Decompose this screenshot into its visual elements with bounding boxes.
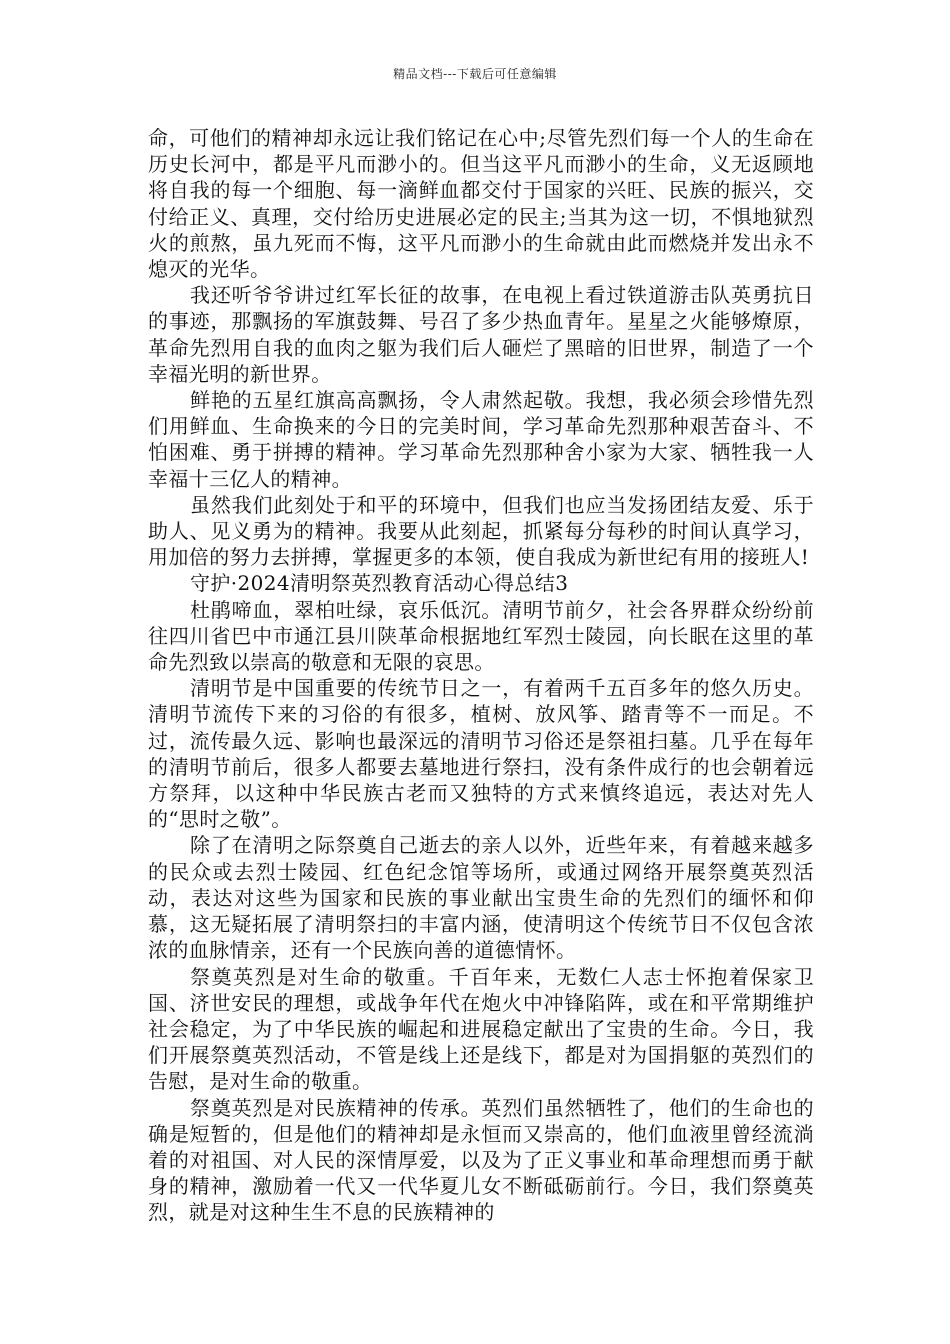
paragraph: 我还听爷爷讲过红军长征的故事，在电视上看过铁道游击队英勇抗日的事迹，那飘扬的军旗鼓舞、号召了多少热血青年。星星之火能够燎原，革命先烈用自我的血肉之躯为我们后人砸烂了黑暗的旧世界，制造了一个幸福光明的新世界。 [148,283,814,386]
paragraph: 除了在清明之际祭奠自己逝去的亲人以外，近些年来，有着越来越多的民众或去烈士陵园、红色纪念馆等场所，或通过网络开展祭奠英烈活动，表达对这些为国家和民族的事业献出宝贵生命的先烈们的缅怀和仰慕，这无疑拓展了清明祭扫的丰富内涵，使清明这个传统节日不仅包含浓浓的血脉情亲，还有一个民族向善的道德情怀。 [148,833,814,963]
paragraph: 祭奠英烈是对生命的敬重。千百年来，无数仁人志士怀抱着保家卫国、济世安民的理想，或战争年代在炮火中冲锋陷阵，或在和平常期维护社会稳定，为了中华民族的崛起和进展稳定献出了宝贵的生命。今日，我们开展祭奠英烈活动，不管是线上还是线下，都是对为国捐躯的英烈们的告慰，是对生命的敬重。 [148,964,814,1094]
paragraph: 杜鹃啼血，翠柏吐绿，哀乐低沉。清明节前夕，社会各界群众纷纷前往四川省巴中市通江县川陕革命根据地红军烈士陵园，向长眠在这里的革命先烈致以崇高的敬意和无限的哀思。 [148,597,814,675]
paragraph: 鲜艳的五星红旗高高飘扬，令人肃然起敬。我想，我必须会珍惜先烈们用鲜血、生命换来的今日的完美时间，学习革命先烈那种艰苦奋斗、不怕困难、勇于拼搏的精神。学习革命先烈那种舍小家为大家、牺牲我一人幸福十三亿人的精神。 [148,388,814,491]
paragraph: 祭奠英烈是对民族精神的传承。英烈们虽然牺牲了，他们的生命也的确是短暂的，但是他们的精神却是永恒而又崇高的，他们血液里曾经流淌着的对祖国、对人民的深情厚爱，以及为了正义事业和革命理想而勇于献身的精神，激励着一代又一代华夏儿女不断砥砺前行。今日，我们祭奠英烈，就是对这种生生不息的民族精神的 [148,1095,814,1225]
paragraph-continuation: 命，可他们的精神却永远让我们铭记在心中;尽管先烈们每一个人的生命在历史长河中，都是平凡而渺小的。但当这平凡而渺小的生命，义无返顾地将自我的每一个细胞、每一滴鲜血都交付于国家的兴旺、民族的振兴，交付给正义、真理，交付给历史进展必定的民主;当其为这一切，不惧地狱烈火的煎熬，虽九死而不悔，这平凡而渺小的生命就由此而燃烧并发出永不熄灭的光华。 [148,126,814,282]
page-header: 精品文档---下载后可任意编辑 [393,67,557,81]
document-body [148,125,814,1226]
paragraph: 虽然我们此刻处于和平的环境中，但我们也应当发扬团结友爱、乐于助人、见义勇为的精神。我要从此刻起，抓紧每分每秒的时间认真学习，用加倍的努力去拼搏，掌握更多的本领，使自我成为新世纪有用的接班人! [148,492,814,570]
section-title: 守护·2024清明祭英烈教育活动心得总结3 [190,571,569,596]
paragraph: 清明节是中国重要的传统节日之一，有着两千五百多年的悠久历史。清明节流传下来的习俗的有很多，植树、放风筝、踏青等不一而足。不过，流传最久远、影响也最深远的清明节习俗还是祭祖扫墓。几乎在每年的清明节前后，很多人都要去墓地进行祭扫，没有条件成行的也会朝着远方祭拜，以这种中华民族古老而又独特的方式来慎终追远，表达对先人的“思时之敬”。 [148,676,814,832]
